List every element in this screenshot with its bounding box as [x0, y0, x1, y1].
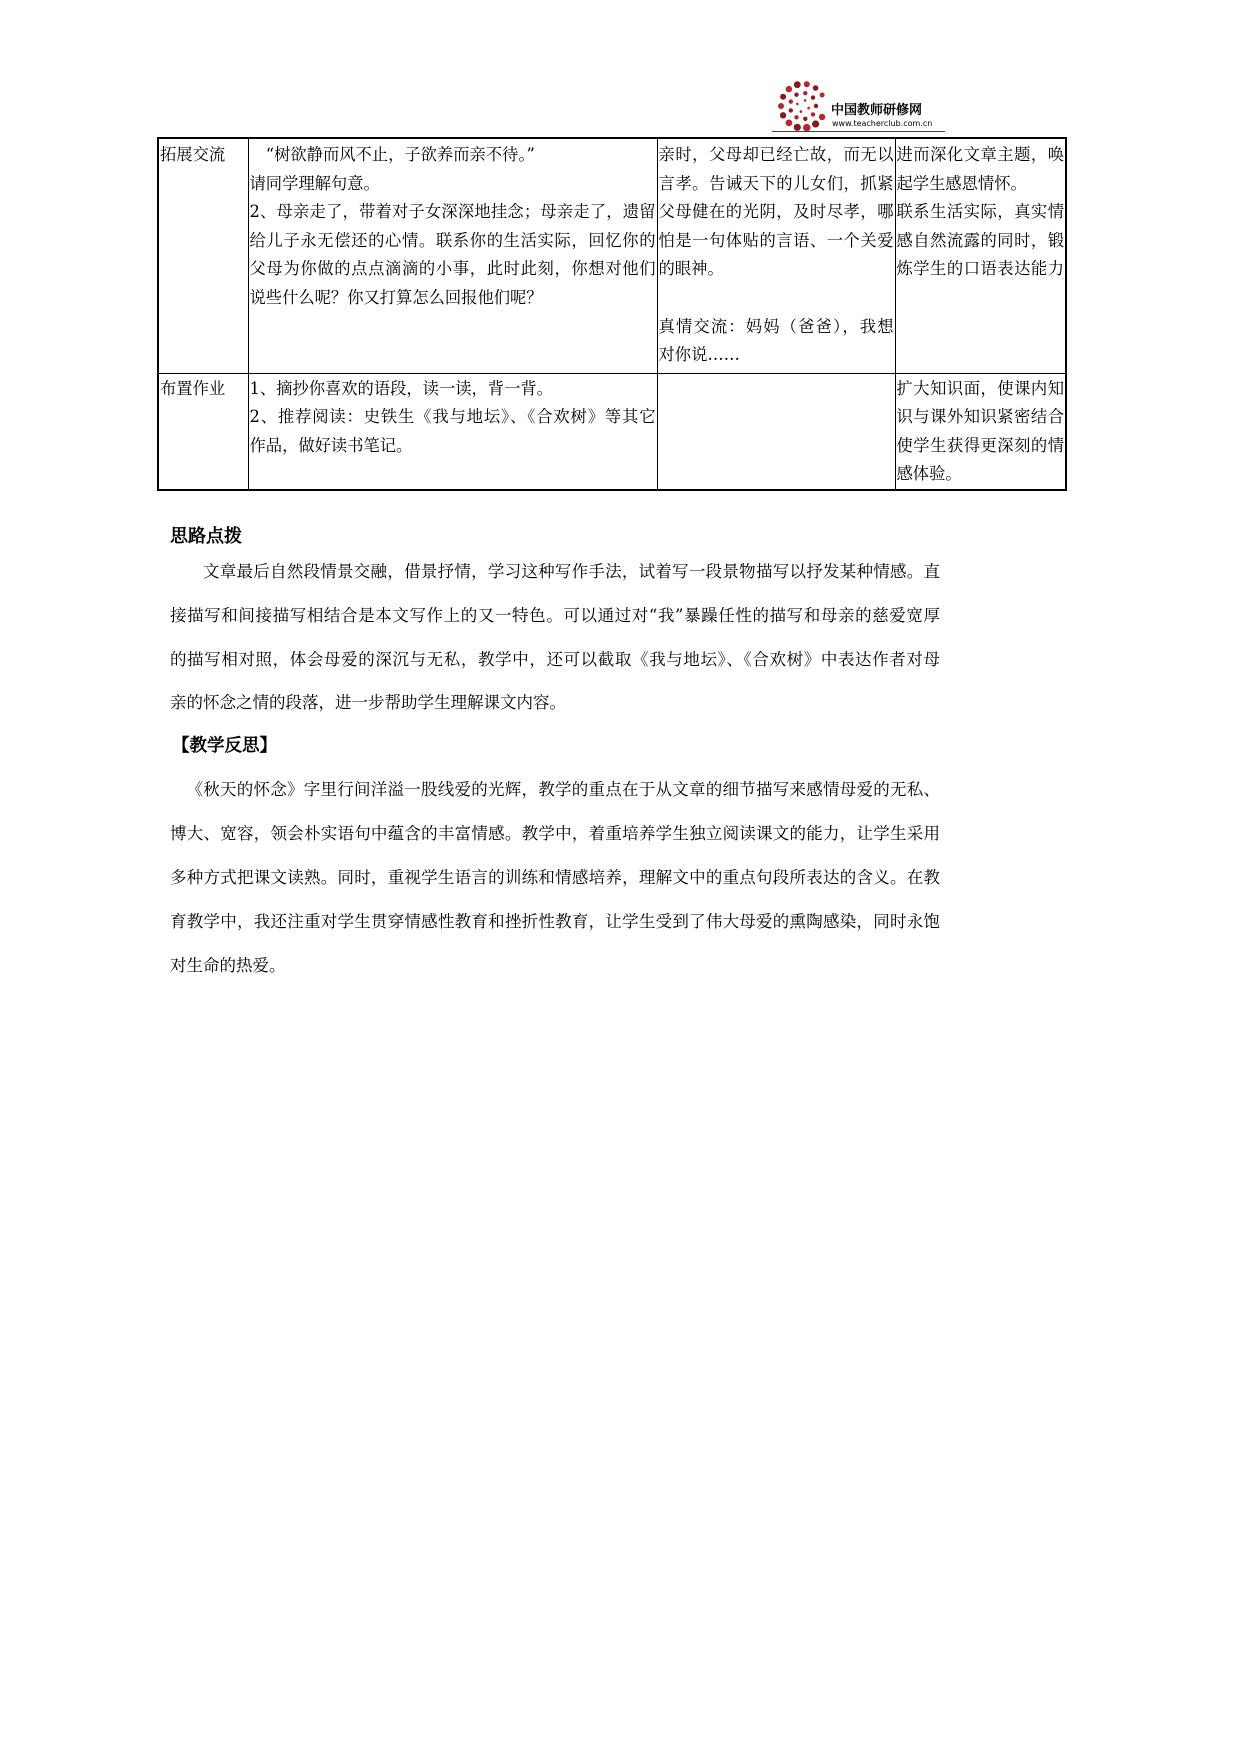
paragraph-line: 接描写和间接描写相结合是本文写作上的又一特色。可以通过对“我”暴躁任性的描写和母亲的慈爱宽厚	[170, 605, 940, 625]
cell-line: 给儿子永无偿还的心情。联系你的生活实际，回忆你的	[249, 230, 656, 250]
cell-line: 父母为你做的点点滴滴的小事，此时此刻，你想对他们	[249, 259, 656, 279]
student-cell	[657, 373, 895, 490]
cell-line: 起学生感恩情怀。	[896, 173, 1027, 193]
paragraph-line: 亲的怀念之情的段落，进一步帮助学生理解课文内容。	[170, 693, 566, 713]
table-row	[158, 373, 1066, 490]
cell-line: 2、推荐阅读：史铁生《我与地坛》、《合欢树》等其它	[249, 407, 656, 427]
header-divider	[772, 131, 945, 132]
thinking-paragraph	[170, 550, 940, 725]
paragraph-line: 《秋天的怀念》字里行间洋溢一股线爱的光辉，教学的重点在于从文章的细节描写来感情母爱的无私、	[186, 780, 940, 799]
section-heading-thinking: 思路点拨	[170, 526, 242, 547]
paragraph-line: 文章最后自然段情景交融，借景抒情，学习这种写作手法，试着写一段景物描写以抒发某种情感。直	[203, 562, 940, 581]
cell-line: 1、摘抄你喜欢的语段，读一读，背一背。	[249, 378, 553, 398]
paragraph-line: 多种方式把课文读熟。同时，重视学生语言的训练和情感培养，理解文中的重点句段所表达的含义。在教	[170, 868, 940, 887]
lesson-plan-table	[157, 137, 1067, 491]
red-dot-ring-logo-icon	[774, 80, 832, 132]
cell-line: 怕是一句体贴的言语、一个关爱	[658, 230, 894, 250]
paragraph-line: 的描写相对照，体会母爱的深沉与无私，教学中，还可以截取《我与地坛》、《合欢树》中表达作者对母	[170, 649, 940, 669]
cell-line: 言孝。告诫天下的儿女们，抓紧	[658, 173, 894, 193]
cell-line: 对你说……	[658, 345, 740, 365]
paragraph-line: 博大、宽容，领会朴实语句中蕴含的丰富情感。教学中，着重培养学生独立阅读课文的能力，让学生采用	[170, 824, 940, 843]
paragraph-line: 对生命的热爱。	[170, 956, 286, 975]
activity-cell	[248, 373, 657, 490]
cell-line: 识与课外知识紧密结合	[896, 407, 1064, 427]
student-cell	[657, 138, 895, 373]
paragraph-line: 育教学中，我还注重对学生贯穿情感性教育和挫折性教育，让学生受到了伟大母爱的熏陶感染，同时永饱	[170, 912, 940, 931]
cell-line: 联系生活实际，真实情	[896, 202, 1064, 222]
purpose-cell	[895, 138, 1066, 373]
row-label-cell	[158, 373, 248, 490]
blank-line	[659, 284, 894, 313]
section-heading-reflection: 【教学反思】	[172, 736, 277, 756]
site-url: www.teacherclub.com.cn	[832, 119, 933, 128]
site-name: 中国教师研修网	[831, 103, 923, 118]
cell-line: “树欲静而风不止，子欲养而亲不待。”	[265, 145, 535, 164]
table-row	[158, 138, 1066, 373]
purpose-cell	[895, 373, 1066, 490]
activity-cell	[248, 138, 657, 373]
site-logo-icon	[774, 80, 832, 132]
cell-line: 使学生获得更深刻的情	[896, 435, 1064, 455]
row-label: 拓展交流	[160, 145, 226, 164]
cell-line: 真情交流：妈妈（爸爸），我想	[658, 316, 894, 336]
row-label-cell	[158, 138, 248, 373]
cell-line: 请同学理解句意。	[249, 173, 380, 193]
cell-line: 说些什么呢？你又打算怎么回报他们呢？	[249, 287, 543, 307]
cell-line: 炼学生的口语表达能力	[896, 259, 1064, 279]
cell-line: 亲时，父母却已经亡故，而无以	[658, 145, 894, 164]
reflection-paragraph	[170, 768, 940, 988]
row-label: 布置作业	[160, 378, 226, 398]
cell-line: 作品，做好读书笔记。	[249, 435, 413, 455]
cell-line: 父母健在的光阴，及时尽孝，哪	[658, 202, 894, 222]
cell-line: 扩大知识面，使课内知	[896, 378, 1064, 398]
cell-line: 感体验。	[896, 464, 962, 484]
cell-line: 的眼神。	[658, 259, 724, 279]
cell-line: 感自然流露的同时，锻	[896, 230, 1064, 250]
cell-line: 进而深化文章主题，唤	[896, 145, 1064, 164]
cell-line: 2、母亲走了，带着对子女深深地挂念；母亲走了，遗留	[249, 202, 656, 222]
